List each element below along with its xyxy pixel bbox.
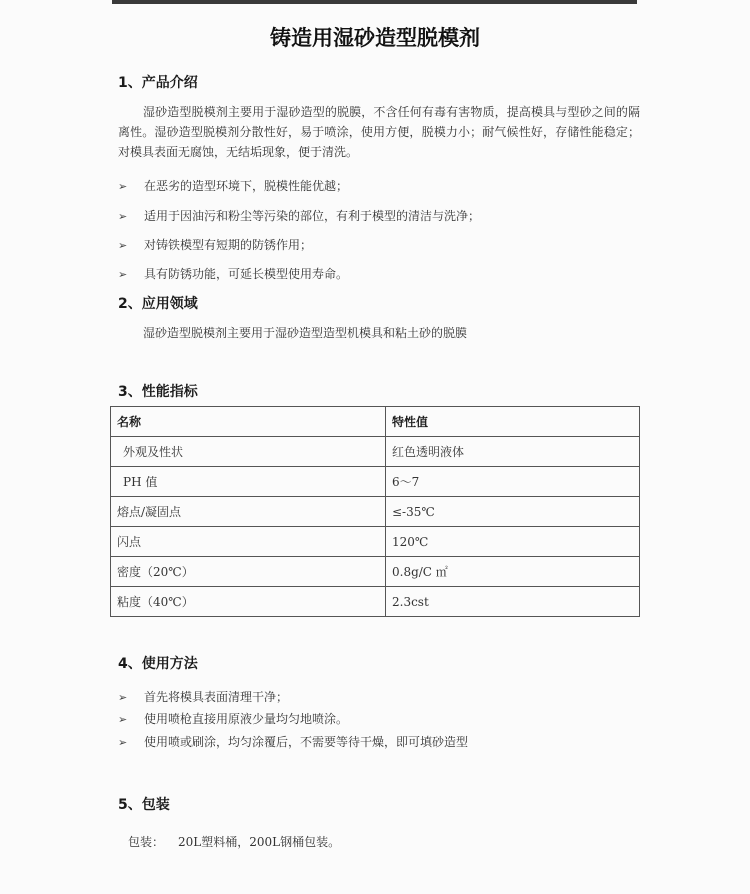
intro-bullet: ➢ 对铸铁模型有短期的防锈作用；	[118, 238, 313, 252]
arrow-bullet-icon: ➢	[118, 180, 128, 193]
arrow-bullet-icon: ➢	[118, 268, 128, 281]
packaging-label: 包装：	[128, 835, 165, 849]
application-text: 湿砂造型脱模剂主要用于湿砂造型造型机模具和粘土砂的脱膜	[143, 326, 468, 340]
arrow-bullet-icon: ➢	[118, 713, 128, 726]
spec-name: PH 值	[111, 467, 386, 497]
intro-bullet: ➢ 具有防锈功能，可延长模型使用寿命。	[118, 267, 349, 281]
section-heading-specs: 3、性能指标	[118, 384, 198, 400]
spec-name: 熔点/凝固点	[111, 497, 386, 527]
table-row	[111, 587, 640, 617]
table-row	[111, 467, 640, 497]
spec-name: 外观及性状	[111, 437, 386, 467]
usage-bullet: ➢ 使用喷枪直接用原液少量均匀地喷涂。	[118, 712, 349, 726]
column-header-value: 特性值	[386, 407, 640, 437]
table-row	[111, 527, 640, 557]
intro-paragraph: 湿砂造型脱模剂主要用于湿砂造型的脱膜，不含任何有毒有害物质，提高模具与型砂之间的隔离性。湿砂造型脱模剂分散性好，易于喷涂，使用方便，脱模力小；耐气候性好，存储性能稳定；对模具表面无腐蚀，无结垢现象，便于清洗。	[118, 105, 640, 159]
arrow-bullet-icon: ➢	[118, 736, 128, 749]
section-heading-usage: 4、使用方法	[118, 656, 198, 672]
spec-name: 密度（20℃）	[111, 557, 386, 587]
table-row	[111, 557, 640, 587]
section-heading-intro: 1、产品介绍	[118, 75, 198, 91]
intro-bullet: ➢ 适用于因油污和粉尘等污染的部位，有利于模型的清洁与洗净；	[118, 209, 481, 223]
top-rule	[112, 0, 637, 4]
column-header-name: 名称	[111, 407, 386, 437]
spec-value: 红色透明液体	[386, 437, 640, 467]
spec-value: ≤-35℃	[386, 497, 640, 527]
table-row	[111, 497, 640, 527]
spec-name: 闪点	[111, 527, 386, 557]
table-header-row	[111, 407, 640, 437]
packaging-line	[128, 833, 340, 850]
spec-value: 0.8g/C ㎡	[386, 557, 640, 587]
arrow-bullet-icon: ➢	[118, 210, 128, 223]
packaging-text: 20L塑料桶，200L钢桶包装。	[178, 835, 341, 849]
intro-bullet: ➢ 在恶劣的造型环境下，脱模性能优越；	[118, 179, 349, 193]
document-title: 铸造用湿砂造型脱模剂	[270, 26, 480, 50]
spec-value: 2.3cst	[386, 587, 640, 617]
usage-bullet: ➢ 首先将模具表面清理干净；	[118, 690, 289, 704]
arrow-bullet-icon: ➢	[118, 691, 128, 704]
usage-bullet: ➢ 使用喷或刷涂，均匀涂覆后，不需要等待干燥，即可填砂造型	[118, 735, 469, 749]
section-heading-packaging: 5、包装	[118, 797, 170, 813]
spec-value: 6～7	[386, 467, 640, 497]
arrow-bullet-icon: ➢	[118, 239, 128, 252]
table-row	[111, 437, 640, 467]
section-heading-application: 2、应用领域	[118, 296, 198, 312]
spec-name: 粘度（40℃）	[111, 587, 386, 617]
spec-value: 120℃	[386, 527, 640, 557]
spec-table	[110, 406, 640, 617]
